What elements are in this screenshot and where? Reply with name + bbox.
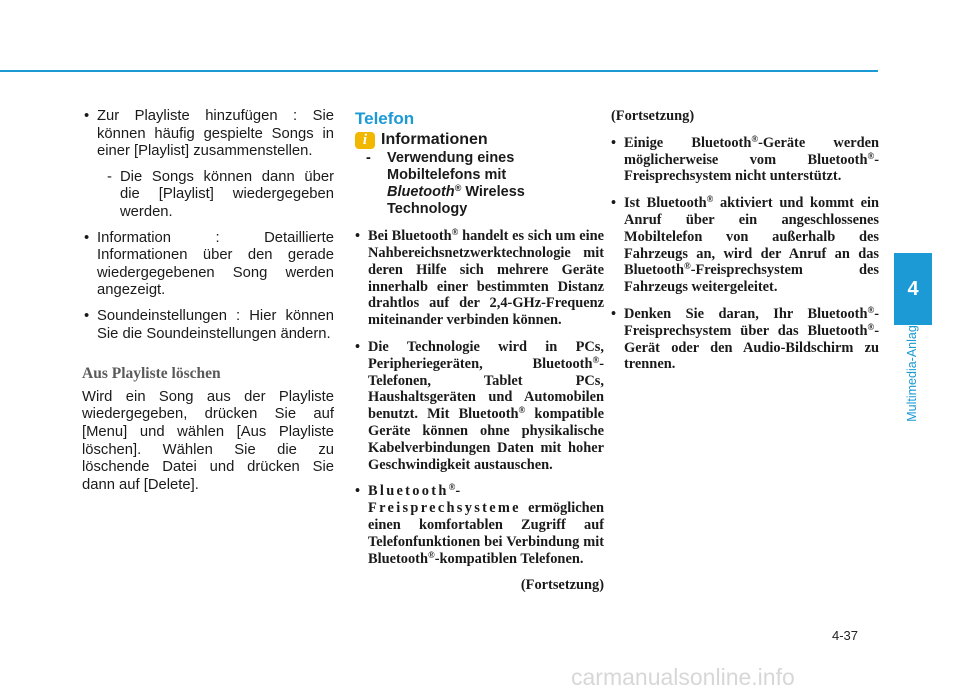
text: -Freisprechsysteme: [368, 483, 521, 517]
text: Bluetooth: [368, 483, 449, 500]
info-sub-bluetooth: Bluetooth: [387, 184, 455, 201]
text: aktiviert und kommt ein Anruf über ein angeschlossenes Mobiltelefon von außerhalb des Fahrzeugs an, wird der Anruf an das Bluetooth: [624, 195, 879, 279]
reg-mark: ®: [867, 321, 875, 332]
reg-mark: ®: [448, 482, 456, 493]
list-item: • Information : Detaillierte Informationen über den gerade wiedergegebenen Song werden angezeigt.: [82, 230, 334, 300]
text: Bei Bluetooth: [368, 228, 452, 245]
text: Denken Sie daran, Ihr Bluetooth: [624, 305, 868, 322]
list-item: [355, 483, 604, 567]
bullet-list: [611, 135, 879, 373]
list-item: [611, 135, 879, 185]
page-number: 4-37: [832, 628, 859, 643]
text: Einige Bluetooth: [624, 134, 752, 151]
info-icon: i: [355, 132, 375, 149]
continued-note: (Fortsetzung): [520, 577, 604, 594]
list-item: [611, 306, 879, 373]
top-rule: [0, 70, 878, 72]
info-subtitle: [366, 150, 604, 218]
reg-mark: ®: [451, 227, 459, 238]
column-3: [611, 108, 879, 383]
dash: -: [107, 168, 112, 185]
sub-text: Die Songs können dann über die [Playlist] wiedergegeben werden.: [120, 168, 334, 220]
text: Die Technologie wird in PCs, Peripheriegeräten, Bluetooth: [368, 338, 604, 372]
text: Ist Bluetooth: [624, 195, 707, 212]
chapter-tab: 4: [894, 253, 932, 325]
text: ermöglichen einen komfortablen Zugriff auf Telefonfunktionen bei Verbindung mit Bluetooth: [368, 500, 604, 567]
text: -kompatiblen Telefonen.: [434, 550, 584, 567]
section-heading: Aus Playliste löschen: [82, 365, 221, 383]
column-1: [82, 108, 334, 494]
reg-mark: ®: [518, 405, 526, 416]
info-sub-text-1: Verwendung eines Mobiltelefons mit: [387, 150, 515, 184]
reg-mark: ®: [592, 354, 600, 365]
continued-note: (Fortsetzung): [611, 108, 695, 124]
text: -Geräte werden möglicherweise vom Bluetooth: [624, 134, 879, 168]
list-item: [355, 339, 604, 473]
section-title: Telefon: [355, 109, 415, 128]
reg-mark: ®: [683, 261, 691, 272]
text: -Freisprechsystem des Fahrzeugs weitergeleitet.: [624, 262, 879, 296]
reg-mark: ®: [867, 304, 875, 315]
watermark: carmanualsonline.info: [571, 664, 795, 690]
info-sub-text-2: Wireless Technology: [387, 184, 525, 218]
text: -Telefonen, Tablet PCs, Haushaltsgeräten und Automobilen benutzt. Mit Bluetooth: [368, 355, 604, 423]
text: kompatible Geräte können ohne physikalische Kabelverbindungen Daten mit hoher Geschwindigkeit austauschen.: [368, 406, 604, 473]
list-item: • Soundeinstellungen : Hier können Sie die Soundeinstellungen ändern.: [82, 308, 334, 343]
chapter-label: Multimedia-Anlage: [905, 318, 920, 422]
text: -Gerät oder den Audio-Bildschirm zu trennen.: [624, 322, 879, 373]
text: -Freisprechsystem über das Bluetooth: [624, 305, 879, 339]
reg-mark: ®: [706, 194, 714, 205]
reg-mark: ®: [454, 183, 462, 194]
info-title: Informationen: [381, 130, 488, 148]
reg-mark: ®: [867, 150, 875, 161]
reg-mark: ®: [427, 549, 435, 560]
paragraph: Wird ein Song aus der Playliste wiedergegeben, drücken Sie auf [Menu] und wählen [Aus Playliste löschen]. Wählen Sie die zu löschende Datei und drücken Sie dann auf [Delete].: [82, 388, 334, 493]
text: handelt es sich um eine Nahbereichsnetzwerktechnologie mit deren Hilfe sich mehrere Geräte innerhalb einer bestimmten Distanz drahtlos auf der 2,4-GHz-Frequenz miteinander verbinden können.: [368, 228, 604, 329]
bullet-list: [82, 108, 334, 343]
sub-item: [97, 169, 334, 222]
dash: -: [366, 150, 371, 167]
bullet-text: Zur Playliste hinzufügen : Sie können häufig gespielte Songs in einer [Playlist] zusammenstellen.: [97, 108, 334, 160]
list-item: [611, 195, 879, 296]
text: -Freisprechsystem nicht unterstützt.: [624, 151, 879, 185]
reg-mark: ®: [751, 133, 759, 144]
list-item: [82, 108, 334, 222]
bullet-list: [355, 228, 604, 567]
column-2: [355, 108, 604, 594]
list-item: [355, 228, 604, 329]
